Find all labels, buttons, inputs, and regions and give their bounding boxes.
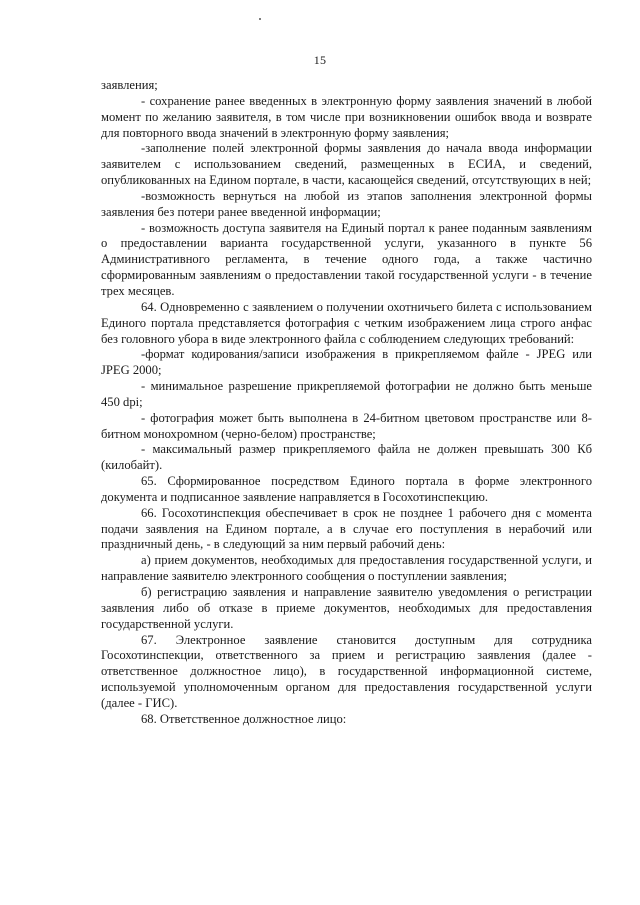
paragraph: 64. Одновременно с заявлением о получении охотничьего билета с использованием Единого портала представляется фотография с четким изображением лица строго анфас без головного убора в виде электронного файла с соблюдением следующих требований: [101, 299, 592, 346]
scan-speck [259, 18, 261, 20]
paragraph: 65. Сформированное посредством Единого портала в форме электронного документа и подписанное заявление направляется в Госохотинспекцию. [101, 474, 592, 504]
paragraph: 66. Госохотинспекция обеспечивает в срок не позднее 1 рабочего дня с момента подачи заявления на Едином портале, а в случае его поступления в нерабочий или праздничный день, - в следующий за ним первый рабочий день: [101, 505, 592, 552]
paragraph: 67. Электронное заявление становится доступным для сотрудника Госохотинспекции, ответственного за прием и регистрацию заявления (далее - ответственное должностное лицо), в государственной информационной системе, используемой уполномоченным органом для предоставления государственной услуги (далее - ГИС). [101, 632, 592, 710]
paragraph: заявления; [101, 78, 158, 92]
paragraph: - возможность доступа заявителя на Единый портал к ранее поданным заявлениям о предоставлении варианта государственной услуги, указанного в пункте 56 Административного регламента, в течение одного года, а также частично сформированным заявлениям о предоставлении такой государственной услуги - в течение трех месяцев. [101, 220, 592, 298]
paragraph: -заполнение полей электронной формы заявления до начала ввода информации заявителем с использованием сведений, размещенных в ЕСИА, и сведений, опубликованных на Едином портале, в части, касающейся сведений, отсутствующих в ней; [101, 141, 592, 188]
paragraph: 68. Ответственное должностное лицо: [141, 711, 347, 726]
paragraph: - максимальный размер прикрепляемого файла не должен превышать 300 Кб (килобайт). [101, 442, 592, 473]
paragraph: -формат кодирования/записи изображения в прикрепляемом файле - JPEG или JPEG 2000; [101, 347, 592, 378]
document-body [101, 78, 592, 728]
paragraph: а) прием документов, необходимых для предоставления государственной услуги, и направление заявителю электронного сообщения о поступлении заявления; [101, 553, 592, 584]
paragraph: - фотография может быть выполнена в 24-битном цветовом пространстве или 8-битном монохромном (черно-белом) пространстве; [101, 410, 592, 441]
paragraph: - сохранение ранее введенных в электронную форму заявления значений в любой момент по желанию заявителя, в том числе при возникновении ошибок ввода и возврате для повторного ввода значений в электронную форму заявления; [101, 93, 592, 140]
paragraph: б) регистрацию заявления и направление заявителю уведомления о регистрации заявления либо об отказе в приеме документов, необходимых для предоставления государственной услуги. [101, 585, 592, 631]
paragraph: -возможность вернуться на любой из этапов заполнения электронной формы заявления без потери ранее введенной информации; [101, 188, 592, 219]
paragraph: - минимальное разрешение прикрепляемой фотографии не должно быть меньше 450 dpi; [101, 379, 592, 409]
page-number: 15 [313, 53, 327, 67]
